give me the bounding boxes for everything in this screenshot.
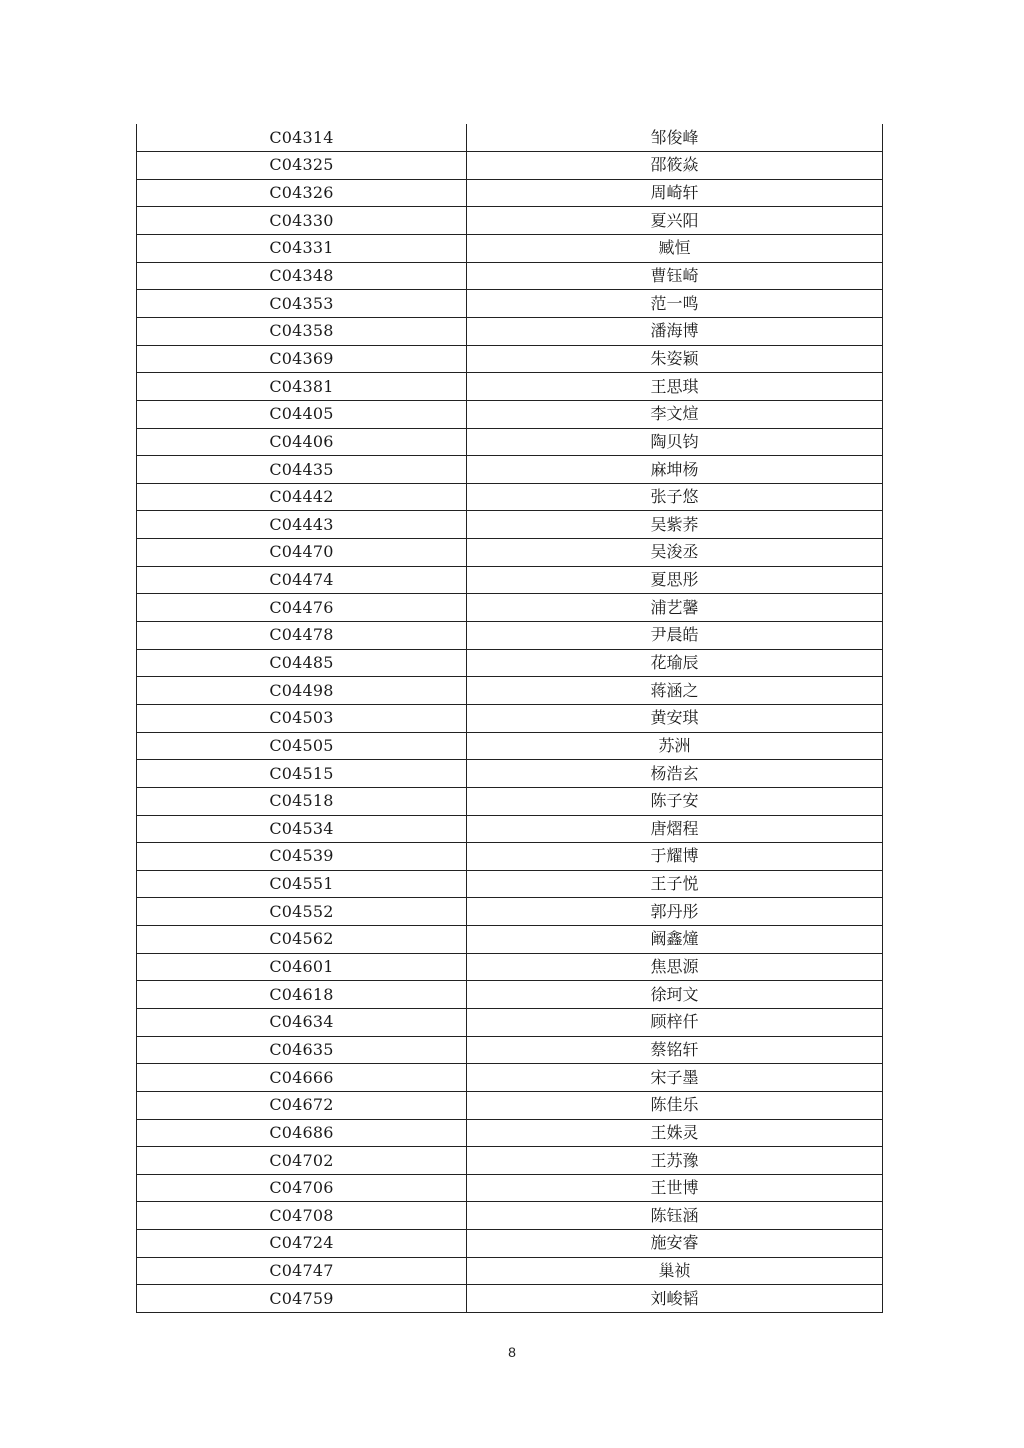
student-name-cell: 朱姿颖 [467, 345, 883, 373]
table-row [137, 815, 883, 843]
table-row [137, 124, 883, 152]
student-id-cell: C04381 [137, 373, 467, 401]
student-name-cell: 吴浚丞 [467, 539, 883, 567]
student-id-cell: C04503 [137, 704, 467, 732]
student-name-cell: 邵筱焱 [467, 152, 883, 180]
student-name-cell: 陈子安 [467, 787, 883, 815]
student-id-cell: C04369 [137, 345, 467, 373]
table-row [137, 539, 883, 567]
student-id-cell: C04702 [137, 1147, 467, 1175]
student-id-cell: C04442 [137, 483, 467, 511]
student-name-cell: 蒋涵之 [467, 677, 883, 705]
table-row [137, 1285, 883, 1313]
student-name-cell: 王苏豫 [467, 1147, 883, 1175]
table-row [137, 1119, 883, 1147]
student-name-cell: 尹晨皓 [467, 622, 883, 650]
student-name-cell: 陈钰涵 [467, 1202, 883, 1230]
student-id-cell: C04443 [137, 511, 467, 539]
student-name-cell: 麻坤杨 [467, 456, 883, 484]
student-id-cell: C04435 [137, 456, 467, 484]
student-name-cell: 曹钰崎 [467, 262, 883, 290]
table-row [137, 843, 883, 871]
student-name-cell: 花瑜辰 [467, 649, 883, 677]
table-row [137, 787, 883, 815]
student-name-cell: 夏思彤 [467, 566, 883, 594]
page-number: 8 [508, 1344, 516, 1360]
student-id-cell: C04325 [137, 152, 467, 180]
student-name-cell: 顾梓仟 [467, 1009, 883, 1037]
table-row [137, 594, 883, 622]
table-row [137, 926, 883, 954]
student-id-cell: C04539 [137, 843, 467, 871]
student-id-cell: C04534 [137, 815, 467, 843]
student-name-cell: 夏兴阳 [467, 207, 883, 235]
student-id-cell: C04724 [137, 1230, 467, 1258]
student-id-cell: C04552 [137, 898, 467, 926]
student-name-cell: 张子悠 [467, 483, 883, 511]
table-row [137, 622, 883, 650]
student-name-cell: 吴紫荞 [467, 511, 883, 539]
student-name-cell: 徐珂文 [467, 981, 883, 1009]
student-id-cell: C04515 [137, 760, 467, 788]
table-row [137, 1257, 883, 1285]
table-row [137, 400, 883, 428]
student-id-cell: C04708 [137, 1202, 467, 1230]
student-name-cell: 焦思源 [467, 953, 883, 981]
student-id-cell: C04618 [137, 981, 467, 1009]
student-id-cell: C04478 [137, 622, 467, 650]
table-row [137, 373, 883, 401]
student-id-cell: C04518 [137, 787, 467, 815]
table-row [137, 152, 883, 180]
student-name-cell: 刘峻韬 [467, 1285, 883, 1313]
student-id-cell: C04358 [137, 317, 467, 345]
student-name-cell: 施安睿 [467, 1230, 883, 1258]
student-name-cell: 陶贝钧 [467, 428, 883, 456]
table-row [137, 1091, 883, 1119]
table-row [137, 1036, 883, 1064]
student-id-cell: C04476 [137, 594, 467, 622]
table-row [137, 511, 883, 539]
student-id-cell: C04747 [137, 1257, 467, 1285]
student-name-cell: 郭丹彤 [467, 898, 883, 926]
student-name-cell: 范一鸣 [467, 290, 883, 318]
table-row [137, 870, 883, 898]
table-row [137, 290, 883, 318]
table-row [137, 1174, 883, 1202]
student-id-cell: C04672 [137, 1091, 467, 1119]
student-id-cell: C04635 [137, 1036, 467, 1064]
student-id-cell: C04474 [137, 566, 467, 594]
table-row [137, 704, 883, 732]
table-row [137, 456, 883, 484]
table-row [137, 1202, 883, 1230]
student-id-cell: C04505 [137, 732, 467, 760]
student-id-cell: C04470 [137, 539, 467, 567]
table-row [137, 317, 883, 345]
student-name-cell: 邹俊峰 [467, 124, 883, 152]
student-id-cell: C04759 [137, 1285, 467, 1313]
table-row [137, 1064, 883, 1092]
student-id-cell: C04686 [137, 1119, 467, 1147]
student-name-cell: 巢祯 [467, 1257, 883, 1285]
student-id-cell: C04326 [137, 179, 467, 207]
table-row [137, 345, 883, 373]
student-id-cell: C04406 [137, 428, 467, 456]
student-id-cell: C04551 [137, 870, 467, 898]
student-id-cell: C04353 [137, 290, 467, 318]
student-id-cell: C04562 [137, 926, 467, 954]
student-name-cell: 于耀博 [467, 843, 883, 871]
roster-table [136, 124, 883, 1313]
student-id-cell: C04634 [137, 1009, 467, 1037]
student-id-cell: C04485 [137, 649, 467, 677]
student-id-cell: C04405 [137, 400, 467, 428]
student-name-cell: 王世博 [467, 1174, 883, 1202]
student-name-cell: 王姝灵 [467, 1119, 883, 1147]
student-name-cell: 蔡铭轩 [467, 1036, 883, 1064]
student-id-cell: C04666 [137, 1064, 467, 1092]
student-name-cell: 周崎轩 [467, 179, 883, 207]
student-name-cell: 陈佳乐 [467, 1091, 883, 1119]
student-name-cell: 苏洲 [467, 732, 883, 760]
table-row [137, 566, 883, 594]
table-row [137, 1230, 883, 1258]
table-row [137, 483, 883, 511]
student-name-cell: 宋子墨 [467, 1064, 883, 1092]
student-id-cell: C04601 [137, 953, 467, 981]
student-id-cell: C04314 [137, 124, 467, 152]
student-name-cell: 阚鑫燑 [467, 926, 883, 954]
table-row [137, 262, 883, 290]
student-name-cell: 黄安琪 [467, 704, 883, 732]
table-row [137, 179, 883, 207]
student-id-cell: C04498 [137, 677, 467, 705]
table-row [137, 981, 883, 1009]
student-name-cell: 杨浩玄 [467, 760, 883, 788]
student-id-cell: C04348 [137, 262, 467, 290]
student-name-cell: 浦艺馨 [467, 594, 883, 622]
table-row [137, 732, 883, 760]
table-row [137, 207, 883, 235]
table-row [137, 1009, 883, 1037]
student-name-cell: 李文煊 [467, 400, 883, 428]
student-id-cell: C04706 [137, 1174, 467, 1202]
table-row [137, 1147, 883, 1175]
student-id-cell: C04331 [137, 235, 467, 263]
student-name-cell: 王子悦 [467, 870, 883, 898]
table-row [137, 953, 883, 981]
student-name-cell: 潘海博 [467, 317, 883, 345]
table-row [137, 428, 883, 456]
table-row [137, 649, 883, 677]
roster-table-body [137, 124, 883, 1313]
table-row [137, 677, 883, 705]
student-name-cell: 臧恒 [467, 235, 883, 263]
table-row [137, 235, 883, 263]
table-row [137, 760, 883, 788]
table-row [137, 898, 883, 926]
student-name-cell: 唐熠程 [467, 815, 883, 843]
student-name-cell: 王思琪 [467, 373, 883, 401]
student-id-cell: C04330 [137, 207, 467, 235]
